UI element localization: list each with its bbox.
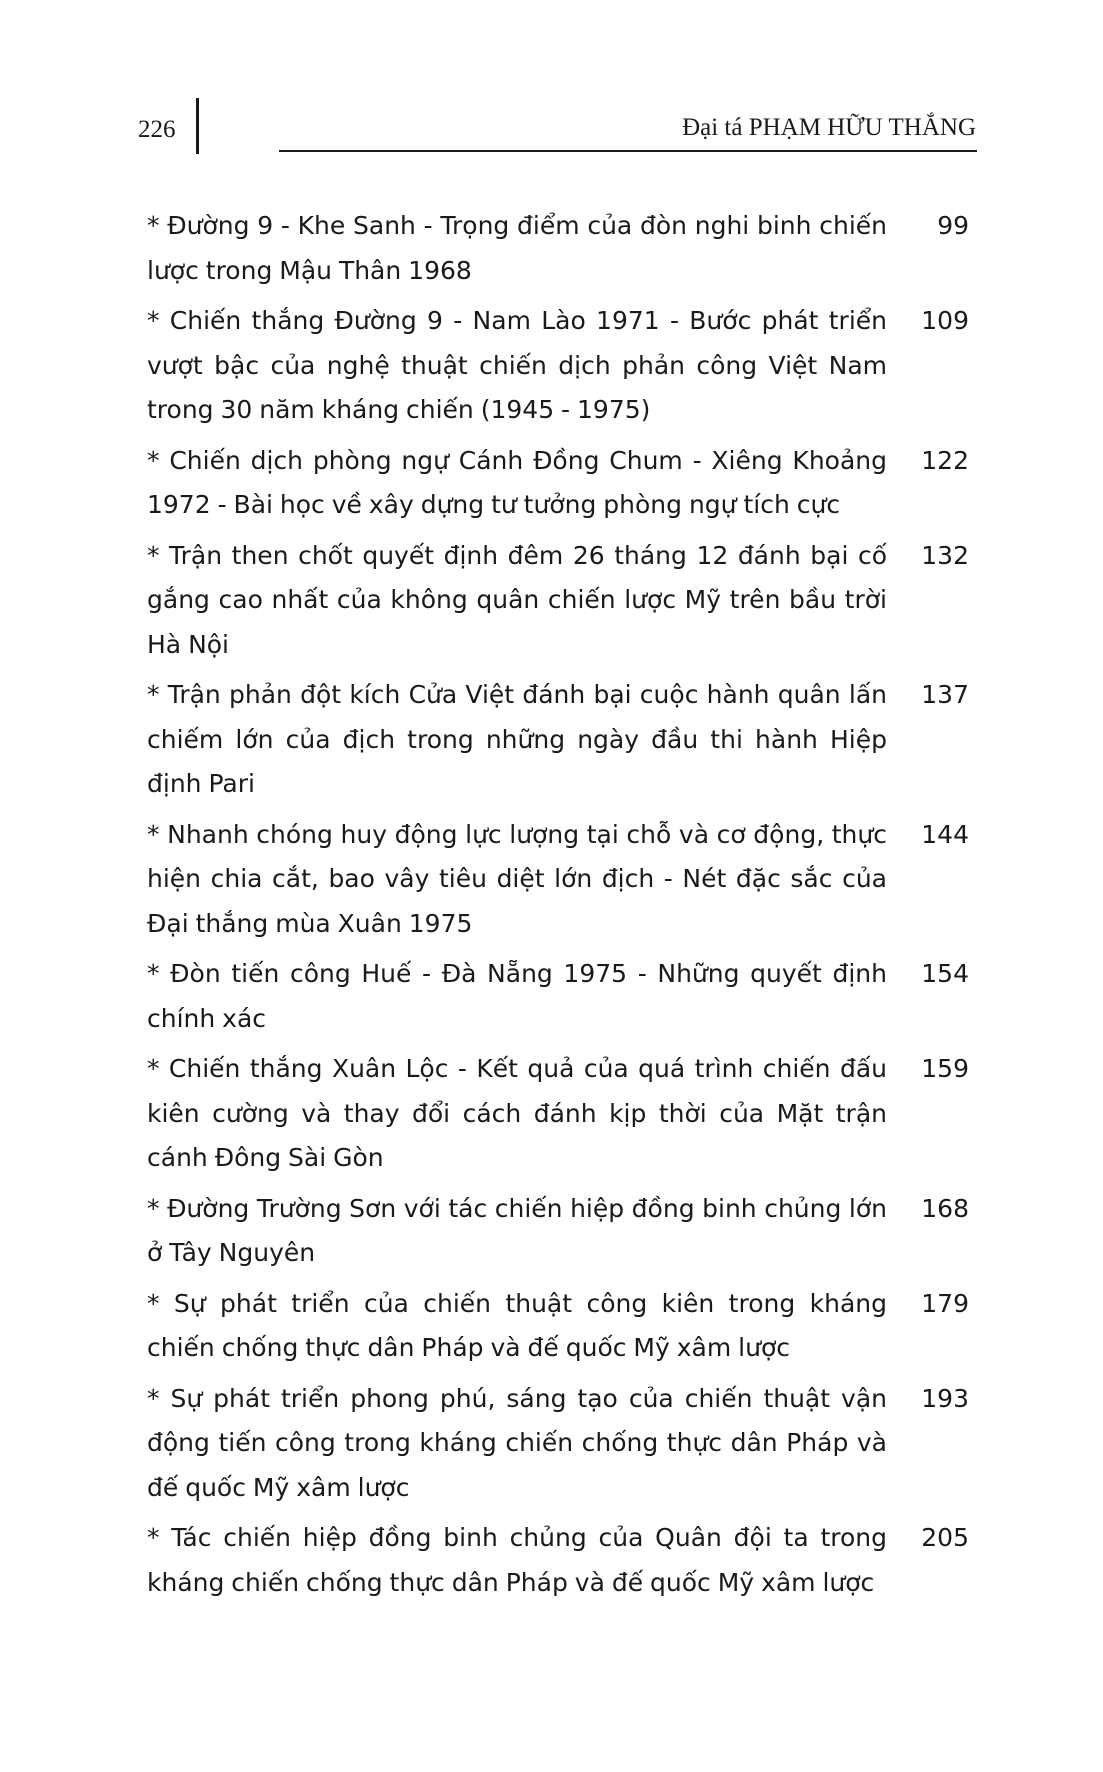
table-of-contents bbox=[147, 204, 969, 1611]
toc-entry-title: * Sự phát triển phong phú, sáng tạo của chiến thuật vận động tiến công trong kháng chiến chống thực dân Pháp và đế quốc Mỹ xâm lược bbox=[147, 1383, 887, 1502]
page-header bbox=[0, 0, 1103, 170]
toc-entry bbox=[147, 952, 969, 1041]
toc-entry-page: 205 bbox=[921, 1523, 969, 1552]
toc-entry-title: * Chiến thắng Xuân Lộc - Kết quả của quá trình chiến đấu kiên cường và thay đổi cách đánh kịp thời của Mặt trận cánh Đông Sài Gòn bbox=[147, 1054, 887, 1172]
toc-entry-page: 122 bbox=[921, 445, 969, 475]
toc-entry-page: 179 bbox=[921, 1288, 969, 1318]
toc-entry-page: 159 bbox=[921, 1054, 969, 1083]
toc-entry-title: * Trận phản đột kích Cửa Việt đánh bại cuộc hành quân lấn chiếm lớn của địch trong những ngày đầu thi hành Hiệp định Pari bbox=[147, 680, 887, 798]
toc-entry-page: 144 bbox=[921, 819, 969, 849]
header-vertical-rule bbox=[196, 98, 199, 154]
toc-entry bbox=[147, 1377, 969, 1511]
toc-entry bbox=[147, 1282, 969, 1371]
toc-entry-title: * Sự phát triển của chiến thuật công kiên trong kháng chiến chống thực dân Pháp và đế quốc Mỹ xâm lược bbox=[147, 1288, 887, 1362]
toc-entry bbox=[147, 1047, 969, 1181]
toc-entry-title: * Tác chiến hiệp đồng binh chủng của Quân đội ta trong kháng chiến chống thực dân Pháp và đế quốc Mỹ xâm lược bbox=[147, 1523, 887, 1597]
toc-entry-title: * Đường 9 - Khe Sanh - Trọng điểm của đòn nghi binh chiến lược trong Mậu Thân 1968 bbox=[147, 211, 887, 285]
toc-entry bbox=[147, 439, 969, 528]
header-horizontal-rule bbox=[279, 150, 977, 152]
toc-entry bbox=[147, 534, 969, 668]
toc-entry bbox=[147, 1516, 969, 1605]
toc-entry-title: * Đòn tiến công Huế - Đà Nẵng 1975 - Những quyết định chính xác bbox=[147, 959, 887, 1033]
toc-entry-page: 132 bbox=[921, 540, 969, 570]
toc-entry bbox=[147, 673, 969, 807]
toc-entry-title: * Đường Trường Sơn với tác chiến hiệp đồng binh chủng lớn ở Tây Nguyên bbox=[147, 1193, 887, 1267]
running-title: Đại tá PHẠM HỮU THẮNG bbox=[682, 114, 976, 141]
toc-entry-title: * Chiến thắng Đường 9 - Nam Lào 1971 - Bước phát triển vượt bậc của nghệ thuật chiến dịch phản công Việt Nam trong 30 năm kháng chiến (1945 - 1975) bbox=[147, 306, 887, 424]
toc-entry-page: 154 bbox=[921, 959, 969, 988]
toc-entry bbox=[147, 813, 969, 947]
toc-entry bbox=[147, 1187, 969, 1276]
toc-entry-title: * Nhanh chóng huy động lực lượng tại chỗ và cơ động, thực hiện chia cắt, bao vây tiêu diệt lớn địch - Nét đặc sắc của Đại thắng mùa Xuân 1975 bbox=[147, 819, 887, 938]
toc-entry-page: 168 bbox=[921, 1193, 969, 1223]
toc-entry-title: * Trận then chốt quyết định đêm 26 tháng 12 đánh bại cố gắng cao nhất của không quân chiến lược Mỹ trên bầu trời Hà Nội bbox=[147, 540, 887, 659]
toc-entry-page: 137 bbox=[921, 680, 969, 709]
toc-entry-page: 193 bbox=[921, 1383, 969, 1413]
toc-entry bbox=[147, 299, 969, 433]
toc-entry-page: 99 bbox=[937, 211, 969, 240]
toc-entry-title: * Chiến dịch phòng ngự Cánh Đồng Chum - Xiêng Khoảng 1972 - Bài học về xây dựng tư tưởng phòng ngự tích cực bbox=[147, 445, 887, 519]
page-number: 226 bbox=[138, 116, 176, 143]
toc-entry bbox=[147, 204, 969, 293]
toc-entry-page: 109 bbox=[921, 306, 969, 335]
